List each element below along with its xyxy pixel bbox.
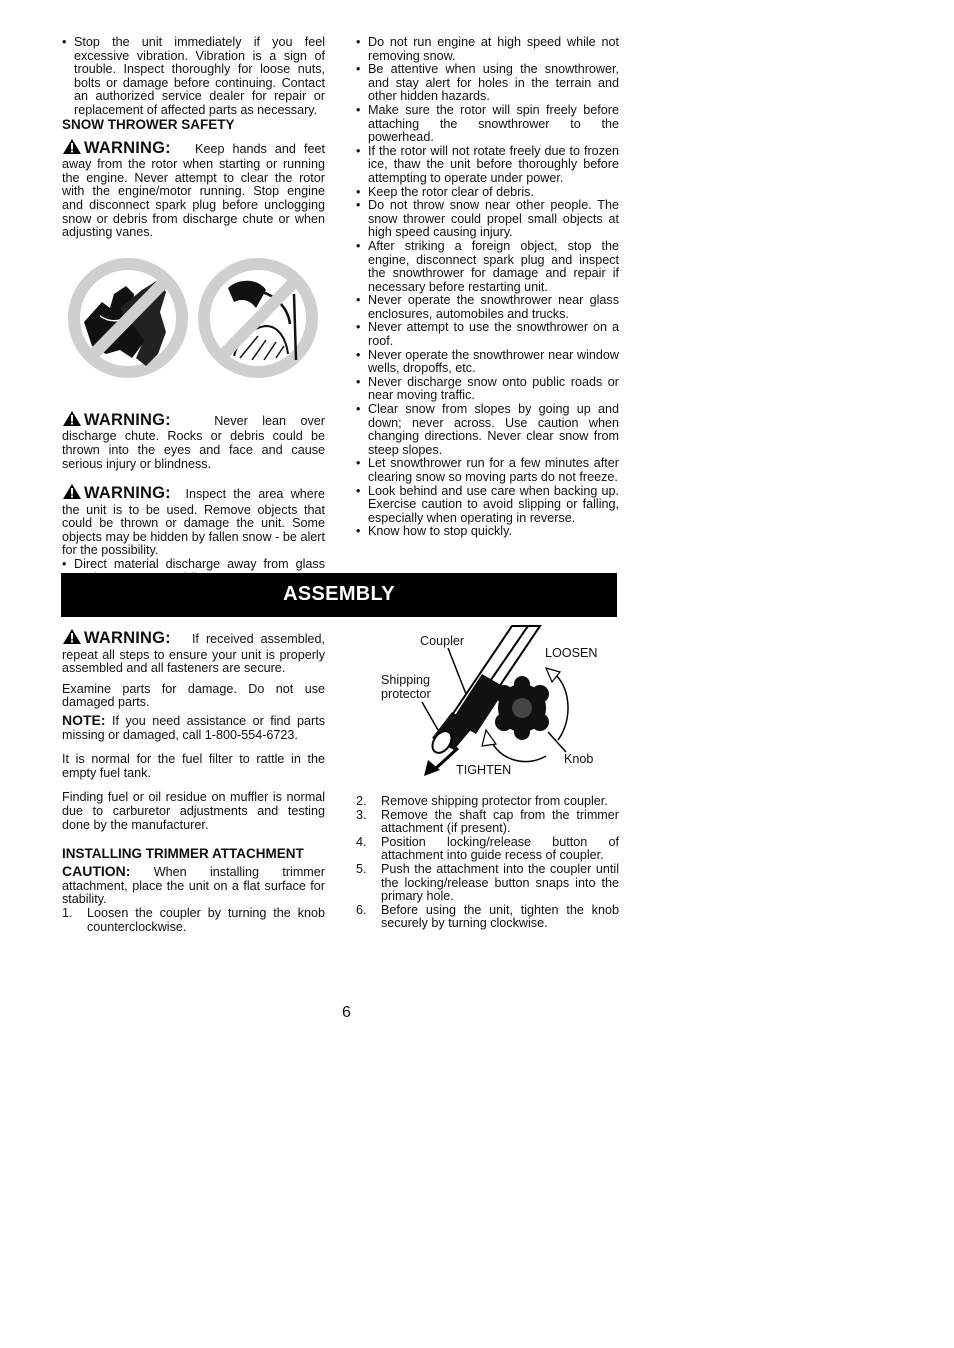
list-item: • Do not run engine at high speed while not removing snow. xyxy=(356,36,619,63)
list-item: • Never operate the snowthrower near window wells, dropoffs, etc. xyxy=(356,349,619,376)
note xyxy=(62,711,325,742)
knob-label: Knob xyxy=(564,752,594,766)
protector-label: protector xyxy=(381,687,431,701)
step-number: 4. xyxy=(356,834,367,849)
warning-label: WARNING: xyxy=(84,138,171,157)
warning-triangle-icon xyxy=(62,483,82,504)
step-text: Remove shipping protector from coupler. xyxy=(381,794,608,808)
fuel-filter-text: It is normal for the fuel filter to rattle in the empty fuel tank. xyxy=(62,752,325,780)
list-item xyxy=(356,809,619,836)
snowthrower-safety-list xyxy=(356,36,619,539)
assembly-banner: ASSEMBLY xyxy=(61,573,617,617)
list-item: • Make sure the rotor will spin freely before attaching the snowthrower to the powerhead. xyxy=(356,104,619,145)
warning-text: Inspect the area where the unit is to be used. Remove objects that could be thrown or damage the unit. Some objects may be hidden by fallen snow - be alert for the possibility. xyxy=(62,487,326,558)
warning-label: WARNING: xyxy=(84,629,171,647)
no-rotor-contact-icon xyxy=(198,258,318,378)
warning-triangle-icon xyxy=(62,410,82,431)
note-text: If you need assistance or find parts missing or damaged, call 1-800-554-6723. xyxy=(62,713,325,742)
warning-triangle-icon xyxy=(62,138,82,159)
step-text: Push the attachment into the coupler until the locking/release button snaps into the primary hole. xyxy=(381,861,619,904)
warning-text: If received assembled, repeat all steps to ensure your unit is properly assembled and all fasteners are secure. xyxy=(62,632,325,676)
assembly-left-column xyxy=(62,628,325,934)
page-number: 6 xyxy=(342,1004,351,1021)
warning-3 xyxy=(62,483,325,558)
shipping-label: Shipping xyxy=(381,673,431,687)
caution-text: When installing trimmer attachment, place the unit on a flat surface for stability. xyxy=(62,865,325,907)
list-item xyxy=(356,863,619,904)
warning-triangle-icon xyxy=(62,628,82,649)
step-number: 3. xyxy=(356,807,367,822)
snow-thrower-safety-heading: SNOW THROWER SAFETY xyxy=(62,116,235,132)
warning-label: WARNING: xyxy=(84,410,171,429)
tighten-label: TIGHTEN xyxy=(456,763,512,777)
warning-1 xyxy=(62,138,325,240)
assembly-right-column xyxy=(356,795,619,931)
steps-list-1 xyxy=(62,907,325,934)
warning-text: Never lean over discharge chute. Rocks or debris could be thrown into the eyes and face and cause serious injury or blindness. xyxy=(62,413,326,471)
step-text: Remove the shaft cap from the trimmer attachment (if present). xyxy=(381,807,619,836)
step-number: 1. xyxy=(62,905,73,920)
right-column xyxy=(356,36,619,539)
coupler-label: Coupler xyxy=(420,634,465,648)
caution-label: CAUTION: xyxy=(62,863,131,880)
list-item: • If the rotor will not rotate freely due to frozen ice, thaw the unit before thoroughly before attempting to operate under power. xyxy=(356,145,619,186)
warning-2 xyxy=(62,410,325,471)
list-item: • Clear snow from slopes by going up and down; never across. Use caution when changing directions. Never clear snow from steep slopes. xyxy=(356,403,619,457)
list-item xyxy=(62,907,325,934)
list-item: • Look behind and use care when backing up. Exercise caution to avoid slipping or falling, especially when operating in reverse. xyxy=(356,485,619,526)
warning-text: Keep hands and feet away from the rotor when starting or running the engine. Never attempt to clear the rotor with the engine/motor running. Stop engine and disconnect spark plug before unclogging snow or debris from discharge chute or when adjusting vanes. xyxy=(62,141,325,240)
step-text: Loosen the coupler by turning the knob counterclockwise. xyxy=(87,905,325,934)
coupler-diagram xyxy=(370,622,620,782)
list-item: • Never discharge snow onto public roads or near moving traffic. xyxy=(356,376,619,403)
list-item: • Keep the rotor clear of debris. xyxy=(356,186,619,200)
caution xyxy=(62,865,325,907)
prohibition-illustration xyxy=(62,250,325,390)
list-item: • Be attentive when using the snowthrower, and stay alert for holes in the terrain and other hidden hazards. xyxy=(356,63,619,104)
list-item: • Know how to stop quickly. xyxy=(356,525,619,539)
step-number: 5. xyxy=(356,861,367,876)
step-number: 6. xyxy=(356,902,367,917)
list-item xyxy=(356,836,619,863)
examine-text: Examine parts for damage. Do not use damaged parts. xyxy=(62,681,325,710)
no-hands-icon xyxy=(68,258,188,378)
steps-list-2 xyxy=(356,795,619,931)
loosen-label: LOOSEN xyxy=(545,646,598,660)
step-number: 2. xyxy=(356,794,367,808)
list-item: • Stop the unit immediately if you feel excessive vibration. Vibration is a sign of trouble. Inspect thoroughly for loose nuts, bolts or damage before continuing. Contact an authorized service dealer for repair or replacement of affected parts as necessary. xyxy=(62,36,325,118)
list-item: • Do not throw snow near other people. The snow thrower could propel small objects at high speed causing injury. xyxy=(356,199,619,240)
list-item: • Direct material discharge away from glass xyxy=(62,558,325,585)
left-column xyxy=(62,36,325,585)
residue-text: Finding fuel or oil residue on muffler is normal due to carburetor adjustments and testing done by the manufacturer. xyxy=(62,790,325,832)
step-text: Position locking/release button of attachment into guide recess of coupler. xyxy=(381,834,619,863)
list-item: • Let snowthrower run for a few minutes after clearing snow so moving parts do not freeze. xyxy=(356,457,619,484)
list-item xyxy=(356,795,619,809)
assembly-warning xyxy=(62,628,325,676)
vibration-list xyxy=(62,36,325,118)
list-item xyxy=(356,904,619,931)
list-item: • After striking a foreign object, stop the engine, disconnect spark plug and inspect the snowthrower for damage and repair if necessary before restarting unit. xyxy=(356,240,619,294)
warning-label: WARNING: xyxy=(84,484,171,503)
installing-trimmer-heading: INSTALLING TRIMMER ATTACHMENT xyxy=(62,846,304,862)
list-item: • Never attempt to use the snowthrower on a roof. xyxy=(356,321,619,348)
step-text: Before using the unit, tighten the knob securely by turning clockwise. xyxy=(381,902,619,931)
note-label: NOTE: xyxy=(62,711,106,728)
list-item: • Never operate the snowthrower near glass enclosures, automobiles and trucks. xyxy=(356,294,619,321)
